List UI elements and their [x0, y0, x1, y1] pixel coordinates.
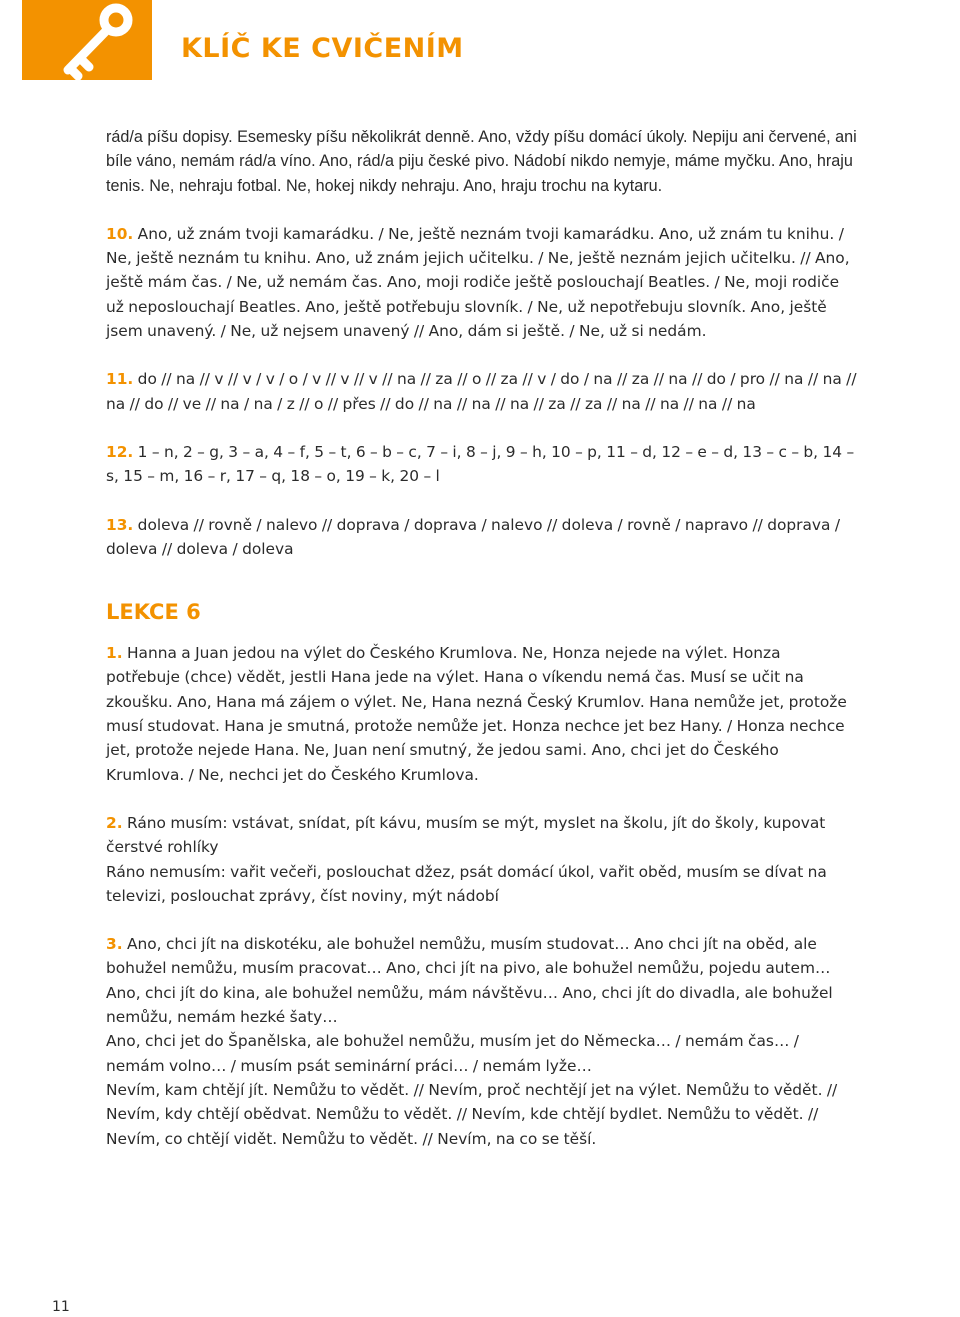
lesson-heading: LEKCE 6	[106, 600, 201, 625]
lesson6-exercise-1: 1. Hanna a Juan jedou na výlet do Českého Krumlova. Ne, Honza nejede na výlet. Honza potřebuje (chce) vědět, jestli Hana jede na výlet. Hana o víkendu nemá čas. Musí se učit na zkoušku. Ano, Hana má zájem o výlet. Ne, Hana nezná Český Krumlov. Hana nemůže jet, protože musí studovat. Hana je smutná, protože nemůže jet. Honza nechce jet bez Hany. / Honza nechce jet, protože nejede Hana. Ne, Juan není smutný, že jedou sami. Ano, chci jet do Českého Krumlova. / Ne, nechci jet do Českého Krumlova.	[106, 644, 847, 784]
answer-key-content	[106, 125, 858, 1151]
exercise-11: 11. do // na // v // v / v / o / v // v // v // na // za // o // za // v / do / na // za // na // do / pro // na // na // na // do // ve // na / na / z // o // přes // do // na // na // na // za // za // na // na // na // na	[106, 370, 857, 413]
exercise-number: 3.	[106, 935, 123, 954]
exercise-number: 2.	[106, 813, 123, 832]
lesson6-exercise-2: 2. Ráno musím: vstávat, snídat, pít kávu, musím se mýt, myslet na školu, jít do školy, kupovat čerstvé rohlíky	[106, 813, 826, 857]
continued-paragraph: rád/a píšu dopisy. Esemesky píšu několikrát denně. Ano, vždy píšu domácí úkoly. Nepiju ani červené, ani bíle váno, nemám rád/a víno. Ano, rád/a piju české pivo. Nádobí nikdo nemyje, máme myčku. Ano, hraju tenis. Ne, nehraju fotbal. Ne, hokej nikdy nehraju. Ano, hraju trochu na kytaru.	[106, 128, 857, 195]
lesson6-exercise-2-second: Ráno nemusím: vařit večeři, poslouchat džez, psát domácí úkol, vařit oběd, musím se dívat na televizi, poslouchat zprávy, číst noviny, mýt nádobí	[106, 862, 827, 905]
page-number: 11	[52, 1299, 70, 1315]
lesson6-exercise-3: 3. Ano, chci jít na diskotéku, ale bohužel nemůžu, musím studovat… Ano chci jít na oběd, ale bohužel nemůžu, musím pracovat… Ano, chci jít na pivo, ale bohužel nemůžu, pojedu autem… Ano, chci jít do kina, ale bohužel nemůžu, mám návštěvu… Ano, chci jít do divadla, ale bohužel nemůžu, nemám hezké šaty…	[106, 935, 833, 1027]
page-title: KLÍČ KE CVIČENÍM	[181, 33, 464, 64]
key-icon	[22, 0, 152, 80]
exercise-number: 12.	[106, 442, 134, 461]
header-key-box	[22, 0, 152, 80]
exercise-number: 10.	[106, 224, 134, 243]
exercise-number: 11.	[106, 370, 134, 389]
lesson6-exercise-3-second: Ano, chci jet do Španělska, ale bohužel nemůžu, musím jet do Německa… / nemám čas… / nemám volno… / musím psát seminární práci… / nemám lyže…	[106, 1032, 799, 1075]
exercise-number: 1.	[106, 644, 123, 663]
exercise-number: 13.	[106, 515, 134, 534]
lesson6-exercise-3-third: Nevím, kam chtějí jít. Nemůžu to vědět. // Nevím, proč nechtějí jet na výlet. Nemůžu to vědět. // Nevím, kdy chtějí obědvat. Nemůžu to vědět. // Nevím, kde chtějí bydlet. Nemůžu to vědět. // Nevím, co chtějí vidět. Nemůžu to vědět. // Nevím, na co se těší.	[106, 1080, 838, 1148]
exercise-13: 13. doleva // rovně / nalevo // doprava / doprava / nalevo // doleva / rovně / napravo // doprava / doleva // doleva / doleva	[106, 515, 841, 558]
exercise-12: 12. 1 – n, 2 – g, 3 – a, 4 – f, 5 – t, 6 – b – c, 7 – i, 8 – j, 9 – h, 10 – p, 11 – d, 12 – e – d, 13 – c – b, 14 – s, 15 – m, 16 – r, 17 – q, 18 – o, 19 – k, 20 – l	[106, 442, 855, 486]
exercise-10: 10. Ano, už znám tvoji kamarádku. / Ne, ještě neznám tvoji kamarádku. Ano, už znám tu knihu. / Ne, ještě neznám tu knihu. Ano, už znám jejich učitelku. / Ne, ještě neznám jejich učitelku. // Ano, ještě mám čas. / Ne, už nemám čas. Ano, moji rodiče ještě poslouchají Beatles. / Ne, moji rodiče už neposlouchají Beatles. Ano, ještě potřebuju slovník. / Ne, už nepotřebuju slovník. Ano, ještě jsem unavený. / Ne, už nejsem unavený // Ano, dám si ještě. / Ne, už si nedám.	[106, 224, 850, 341]
